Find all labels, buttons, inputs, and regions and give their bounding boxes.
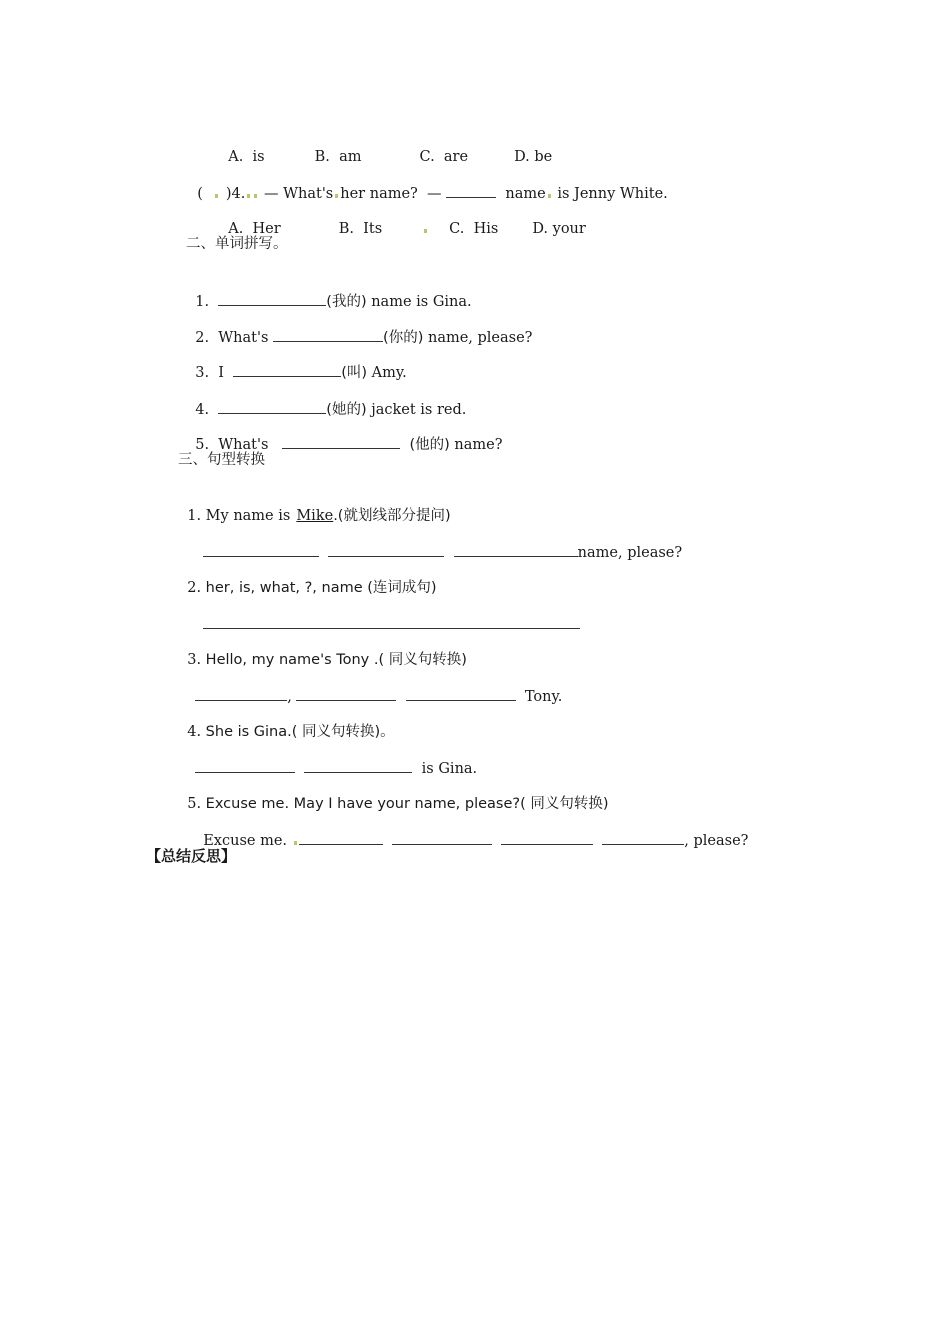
s3-blank[interactable] xyxy=(392,830,492,845)
s3-item-1 xyxy=(178,486,451,526)
s2-after: name? xyxy=(454,437,503,453)
s2-blank-5[interactable] xyxy=(282,434,400,449)
s3-answer-5 xyxy=(194,810,748,851)
q4-option-d: D. your xyxy=(532,221,586,237)
s2-before: What's xyxy=(218,330,269,346)
s3-blank[interactable] xyxy=(195,758,295,773)
section3-title: 三、句型转换 xyxy=(178,452,265,468)
q3-option-d: D. be xyxy=(514,149,553,165)
s2-blank-1[interactable] xyxy=(218,291,326,306)
s3-text: her, is, what, ?, name (连词成句) xyxy=(205,580,437,596)
s3-sep: , xyxy=(287,689,292,705)
s3-answer-head: e. xyxy=(273,833,288,849)
s2-hint: (他的) xyxy=(409,437,450,453)
q4-answer-blank[interactable] xyxy=(446,183,496,198)
mark-dot xyxy=(548,194,551,198)
s3-text: She is Gina.( 同义句转换)。 xyxy=(205,724,395,740)
s3-answer-tail: name, please? xyxy=(577,545,683,561)
mark-dot xyxy=(247,194,250,198)
section2-title: 二、单词拼写。 xyxy=(186,236,288,252)
s3-underlined-word: Mike xyxy=(296,508,334,524)
s3-num: 4. xyxy=(187,724,202,740)
s2-num: 1. xyxy=(195,294,210,310)
s2-num: 5. xyxy=(195,437,210,453)
s3-item-2 xyxy=(178,558,437,598)
s3-blank[interactable] xyxy=(602,830,684,845)
s3-answer-tail: is Gina. xyxy=(421,761,478,777)
s3-blank[interactable] xyxy=(195,686,287,701)
s2-hint: (我的) xyxy=(326,294,367,310)
s2-blank-4[interactable] xyxy=(218,399,326,414)
s2-after: name, please? xyxy=(427,330,533,346)
mark-dot xyxy=(335,194,338,198)
mark-dot xyxy=(215,194,218,198)
s3-answer-1 xyxy=(194,522,682,563)
s3-blank[interactable] xyxy=(299,830,383,845)
s3-sep: , xyxy=(684,833,689,849)
q4-paren-open: ( xyxy=(197,186,203,202)
s2-item-1 xyxy=(186,271,472,312)
q4-number: )4. xyxy=(225,186,246,202)
q3-option-a: A. is xyxy=(228,149,265,165)
s3-num: 3. xyxy=(187,652,202,668)
s3-answer-4 xyxy=(186,738,477,779)
s2-num: 3. xyxy=(195,365,210,381)
summary-heading: 【总结反思】 xyxy=(146,847,237,865)
s2-after: jacket is red. xyxy=(371,402,467,418)
s2-after: Amy. xyxy=(371,365,407,381)
s3-answer-tail: Tony. xyxy=(524,689,563,705)
q4-option-a: A. Her xyxy=(228,221,281,237)
q4-options xyxy=(219,199,586,239)
s3-item-4 xyxy=(178,702,395,742)
s2-hint: (你的) xyxy=(383,330,424,346)
q3-option-c: C. are xyxy=(419,149,469,165)
q4-text-her-name: her name? xyxy=(340,186,418,202)
s3-after: .(就划线部分提问) xyxy=(333,508,451,524)
s3-answer-tail: please? xyxy=(693,833,749,849)
s2-hint: (叫) xyxy=(341,365,368,381)
s3-blank[interactable] xyxy=(406,686,516,701)
s3-blank[interactable] xyxy=(501,830,593,845)
s3-num: 2. xyxy=(187,580,202,596)
q4-question xyxy=(188,163,668,204)
s3-text: Excuse me. May I have your name, please?( 同义句转换) xyxy=(205,796,609,812)
q4-dash-whats: — What's xyxy=(264,186,334,202)
q4-option-b: B. Its xyxy=(338,221,383,237)
s3-num: 5. xyxy=(187,796,202,812)
s2-num: 4. xyxy=(195,402,210,418)
s3-text: Hello, my name's Tony .( 同义句转换) xyxy=(205,652,467,668)
s3-answer-head: Excuse m xyxy=(203,833,274,849)
s3-num: 1. xyxy=(187,508,202,524)
q4-text-jenny: is Jenny White. xyxy=(557,186,668,202)
mark-dot xyxy=(254,194,257,198)
mark-dot xyxy=(294,841,297,845)
s2-item-5 xyxy=(186,414,503,455)
s2-num: 2. xyxy=(195,330,210,346)
s3-blank[interactable] xyxy=(203,542,319,557)
q3-option-b: B. am xyxy=(314,149,362,165)
s3-item-3 xyxy=(178,630,467,670)
s3-blank[interactable] xyxy=(328,542,444,557)
s3-blank[interactable] xyxy=(304,758,412,773)
mark-dot xyxy=(424,229,427,233)
s2-blank-2[interactable] xyxy=(273,327,383,342)
s3-item-5 xyxy=(178,774,609,814)
s2-before: I xyxy=(218,365,225,381)
s3-blank[interactable] xyxy=(203,614,580,629)
s2-hint: (她的) xyxy=(326,402,367,418)
s3-blank[interactable] xyxy=(454,542,578,557)
s2-item-3 xyxy=(186,342,407,383)
q4-option-c: C. His xyxy=(449,221,499,237)
q3-options xyxy=(219,127,552,167)
s3-before: My name is xyxy=(205,508,291,524)
s3-answer-2 xyxy=(194,594,580,635)
s3-blank[interactable] xyxy=(296,686,396,701)
q4-dash: — xyxy=(427,186,442,202)
q4-text-name: name xyxy=(505,186,546,202)
s3-answer-3 xyxy=(186,666,562,707)
s2-blank-3[interactable] xyxy=(233,362,341,377)
s2-after: name is Gina. xyxy=(371,294,472,310)
s2-before: What's xyxy=(218,437,269,453)
